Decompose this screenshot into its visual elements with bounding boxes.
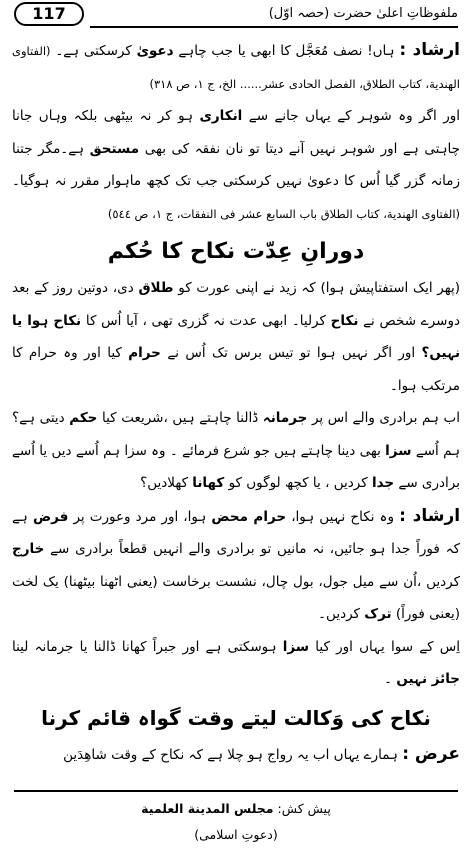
paragraph-arz <box>12 738 460 772</box>
emphasis: مستحق <box>89 140 140 157</box>
citation: (الفتاوی الهندية، كتاب الطلاق باب السابع عشر فی النفقات، ج ١، ص ٥٤٤) <box>107 206 460 221</box>
emphasis: خارج <box>12 541 45 557</box>
paragraph-text: ہے۔مگر جتنا زمانہ گزر گیا اُس کا دعویٰ نہیں کرسکتی جب تک کچھ ماہوار مقرر نہ ہوگیا۔ <box>12 140 460 189</box>
paragraph-text: کردیں۔ <box>318 606 360 622</box>
paragraph-text: اِس کے سوا یہاں اور کیا <box>315 638 460 655</box>
emphasis: فرض <box>32 508 69 525</box>
page-number: 117 <box>14 2 84 26</box>
emphasis: نکاح ہوا یا نہیں؟ <box>12 312 461 361</box>
emphasis: جدا <box>371 475 395 491</box>
footer-rule <box>14 790 458 792</box>
citation: (الفتاوی الهندية، كتاب الطلاق، الفصل الحادی عشر...... الخ، ج ١، ص ٣١٨) <box>12 44 460 91</box>
running-title: ملفوظاتِ اعلیٰ حضرت (حصہ اوّل) <box>268 6 458 21</box>
paragraph-text: اور اگر نہیں ہوا تو تیس برس تک اُس نے <box>167 345 416 361</box>
irshad-label: ارشاد : <box>399 40 460 60</box>
emphasis: سزا <box>385 442 412 459</box>
paragraph-text: اور اگر وہ شوہر کے یہاں جانے سے <box>248 108 460 124</box>
paragraph-text: کرسکتی ہے۔ <box>55 43 132 59</box>
paragraph-text: کھلادیں؟ <box>140 475 188 491</box>
paragraph-2 <box>12 100 460 230</box>
paragraph-6 <box>12 631 460 696</box>
paragraph-text: کردیں ، یا کچھ لوگوں کو <box>228 475 368 491</box>
paragraph-4 <box>12 402 460 500</box>
emphasis: جائز نہیں <box>396 671 460 687</box>
emphasis: سزا <box>282 638 310 655</box>
page-footer <box>136 796 336 842</box>
paragraph-text: اب ہم برادری والے اس پر <box>311 410 460 426</box>
paragraph-text: ہو کر نہ بیٹھی بلکہ وہاں جانا چاہتی ہے اور شوہر نہیں آنے دیتا تو نان نفقہ کی بھی <box>12 108 461 157</box>
emphasis: حرام محض <box>211 508 287 525</box>
paragraph-istifta <box>12 272 460 402</box>
paragraph-text: دیتی ہے؟ ہم اُسے <box>12 410 460 459</box>
paragraph-text: کردیں ،اُن سے میل جول، بول چال، نشست برخاست (یعنی اٹھنا بیٹھنا) یک لخت (یعنی فوراً) <box>12 573 460 622</box>
footer-prefix: پیش کش: <box>277 801 331 816</box>
page-body <box>12 34 460 782</box>
paragraph-text: ۔ <box>384 671 393 687</box>
emphasis: ترک <box>364 606 392 622</box>
emphasis: دعویٰ <box>136 43 174 59</box>
section-heading-wakalat: نکاح کی وَکالت لیتے وقت گواہ قائم کرنا <box>41 705 431 730</box>
emphasis: انکاری <box>199 108 243 124</box>
footer-suffix: (دعوتِ اسلامی) <box>194 827 278 842</box>
footer-org: مجلس المدينة العلمية <box>141 801 274 816</box>
emphasis: حکم <box>69 410 98 426</box>
arz-label: عرض : <box>402 743 460 764</box>
irshad-label: ارشاد : <box>399 505 461 526</box>
paragraph-text: دی، دوتین روز کے بعد دوسرے شخص نے <box>12 280 461 329</box>
paragraph-text: وہ نکاح نہیں ہوا، <box>291 508 394 525</box>
paragraph-text: ہاں! نصف مُعَجَّل کا ابھی یا جب چاہے <box>178 43 395 59</box>
emphasis: کھانا <box>192 475 225 491</box>
page-header <box>0 0 472 28</box>
paragraph-text: بھی دینا چاہتے ہیں جو شرع فرمائے ۔ وہ سزا ہم اُسے دیں یا اُسے برادری سے <box>12 442 460 491</box>
emphasis: جرمانہ <box>262 410 308 426</box>
header-rule <box>90 26 458 28</box>
emphasis: نکاح <box>330 312 359 329</box>
paragraph-text: کیا اور وہ حرام کا مرتکب ہوا۔ <box>12 345 460 394</box>
paragraph-irshad-2 <box>12 500 460 631</box>
section-heading-iddat: دورانِ عِدّت نکاح کا حُکم <box>107 239 365 264</box>
paragraph-irshad-1 <box>12 34 460 100</box>
paragraph-text: ہے کہ فوراً جدا ہو جائیں، نہ مانیں تو برادری والے انہیں قطعاً برادری سے <box>12 508 460 557</box>
paragraph-text: ہوا، اور مرد وعورت پر <box>73 508 207 525</box>
paragraph-text: (پھر ایک استفتاپیش ہوا) کہ زید نے اپنی عورت کو <box>178 280 461 296</box>
paragraph-text: ہوسکتی ہے اور جبراً کھانا ڈالنا یا جرمانہ لینا <box>12 638 277 655</box>
paragraph-text: ڈالنا چاہتے ہیں ،شریعت کیا <box>102 410 259 426</box>
paragraph-text: ہمارے یہاں اب یہ رواج ہو چلا ہے کہ نکاح کے وقت شاهِدَین <box>63 746 398 763</box>
emphasis: طلاق <box>138 280 174 296</box>
emphasis: حرام <box>128 345 161 361</box>
paragraph-text: کرلیا۔ ابھی عدت نہ گزری تھی ، آیا اُس کا <box>85 312 326 329</box>
